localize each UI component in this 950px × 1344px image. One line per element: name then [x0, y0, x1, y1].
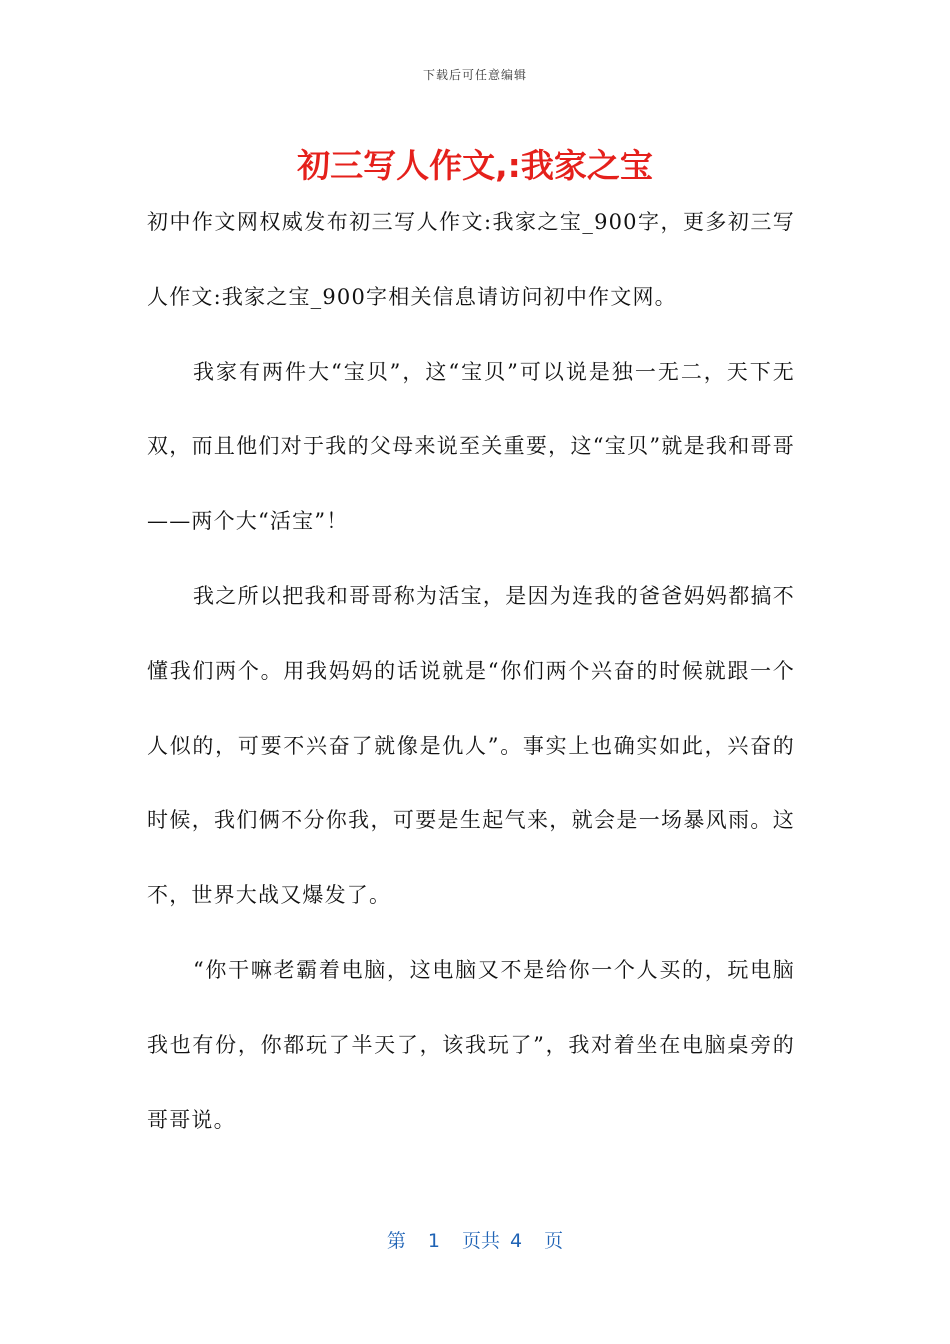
- page-indicator: [0, 1226, 950, 1253]
- body-paragraph: “你干嘛老霸着电脑，这电脑又不是给你一个人买的，玩电脑我也有份，你都玩了半天了，该我玩了”，我对着坐在电脑桌旁的哥哥说。: [147, 957, 795, 1132]
- page-middle: 页共: [461, 1230, 500, 1252]
- page-prefix: 第: [386, 1230, 406, 1252]
- page-current: 1: [427, 1230, 440, 1252]
- page-total: 4: [510, 1230, 523, 1252]
- document-title: 初三写人作文,:我家之宝: [297, 146, 653, 185]
- body-paragraph: 我之所以把我和哥哥称为活宝，是因为连我的爸爸妈妈都搞不懂我们两个。用我妈妈的话说就是“你们两个兴奋的时候就跟一个人似的，可要不兴奋了就像是仇人”。事实上也确实如此，兴奋的时候，我们俩不分你我，可要是生起气来，就会是一场暴风雨。这不，世界大战又爆发了。: [147, 583, 795, 908]
- document-body: [147, 185, 795, 1157]
- body-paragraph: 我家有两件大“宝贝”，这“宝贝”可以说是独一无二，天下无双，而且他们对于我的父母来说至关重要，这“宝贝”就是我和哥哥——两个大“活宝”！: [147, 359, 795, 534]
- page-suffix: 页: [544, 1230, 564, 1252]
- intro-paragraph: 初中作文网权威发布初三写人作文:我家之宝_900字，更多初三写人作文:我家之宝_900字相关信息请访问初中作文网。: [147, 210, 795, 309]
- header-note: 下载后可任意编辑: [422, 68, 527, 82]
